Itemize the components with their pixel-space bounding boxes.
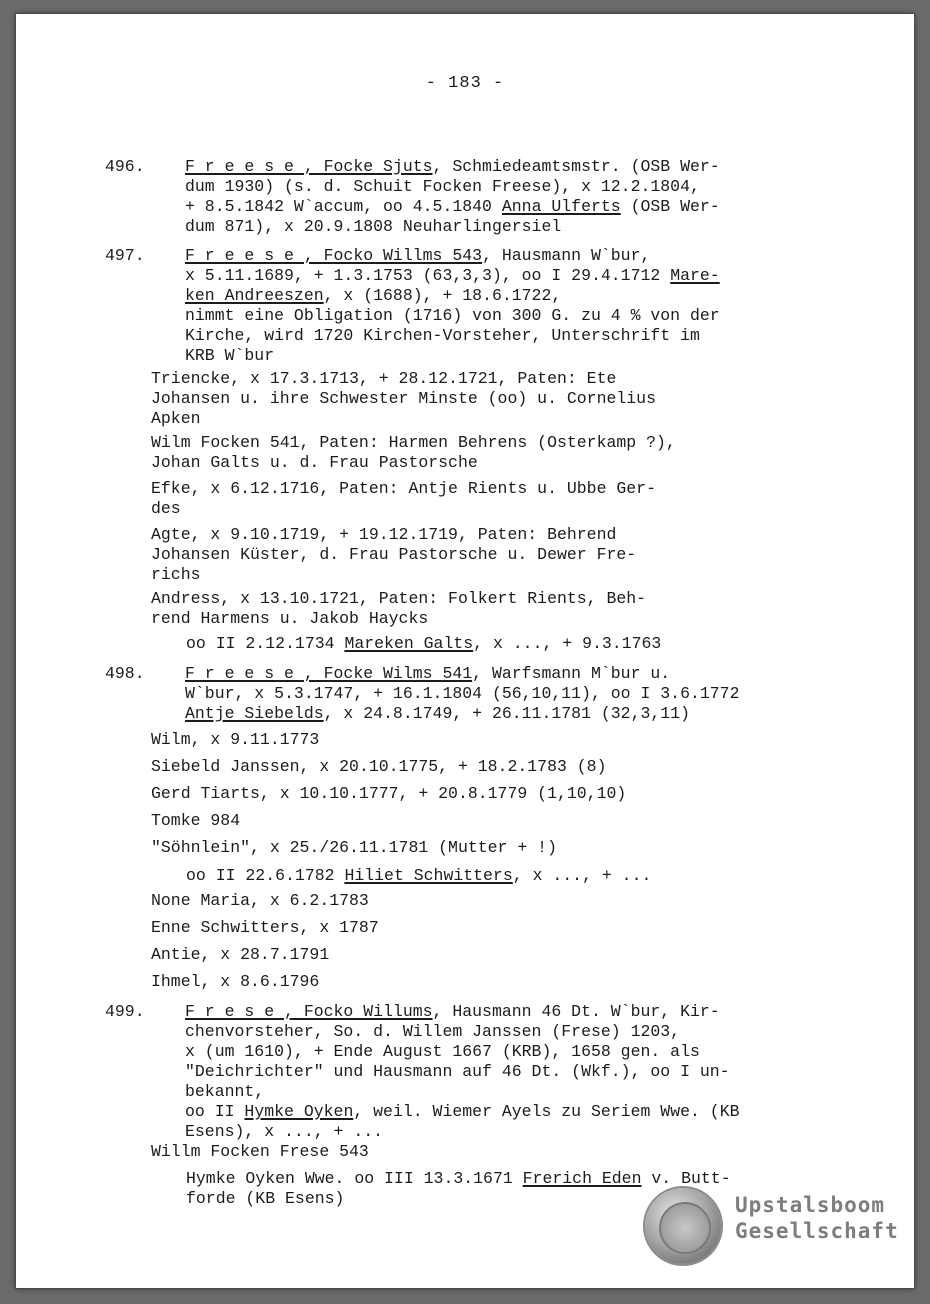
seal-icon	[645, 1188, 721, 1264]
spouse-name: Antje Siebelds	[185, 704, 324, 723]
entry-number: 498.	[105, 664, 145, 683]
logo-line-1: Upstalsboom	[735, 1193, 886, 1217]
logo-line-2: Gesellschaft	[735, 1219, 899, 1243]
child-list-item: Ihmel, x 8.6.1796	[151, 972, 320, 991]
person-name: F r e e s e , Focke Sjuts	[185, 157, 433, 176]
child-list-item: Gerd Tiarts, x 10.10.1777, + 20.8.1779 (1,10,10)	[151, 784, 627, 803]
page-number: - 183 -	[425, 74, 505, 93]
spouse-name: Frerich Eden	[522, 1169, 642, 1188]
spouse-name: Hymke Oyken	[244, 1102, 354, 1121]
spouse-name: Mareken Galts	[344, 634, 474, 653]
child-list-item: None Maria, x 6.2.1783	[151, 891, 369, 910]
child-list-item: Efke, x 6.12.1716, Paten: Antje Rients u. Ubbe Ger- des	[151, 479, 656, 518]
upstalsboom-logo	[645, 1188, 899, 1270]
child-list-item: Siebeld Janssen, x 20.10.1775, + 18.2.1783 (8)	[151, 757, 607, 776]
child-list-item: Agte, x 9.10.1719, + 19.12.1719, Paten: Behrend Johansen Küster, d. Frau Pastorsche u. Dewer Fre- richs	[151, 525, 637, 584]
spouse-name: ken Andreeszen	[185, 286, 324, 305]
widow-marriage: Hymke Oyken Wwe. oo III 13.3.1671 Frerich Eden v. Butt-	[186, 1169, 731, 1188]
child-list-item: Triencke, x 17.3.1713, + 28.12.1721, Paten: Ete Johansen u. ihre Schwester Minste (oo) u. Cornelius Apken	[151, 369, 656, 428]
widow-marriage-cont: forde (KB Esens)	[186, 1189, 345, 1208]
child-list-item: Tomke 984	[151, 811, 241, 830]
child-list-item: Andress, x 13.10.1721, Paten: Folkert Rients, Beh- rend Harmens u. Jakob Haycks	[151, 589, 647, 628]
spouse-name: Mare-	[670, 266, 720, 285]
person-name: F r e e s e , Focko Willms 543	[185, 246, 483, 265]
spouse-name: Anna Ulferts	[501, 197, 621, 216]
child-list-item: Enne Schwitters, x 1787	[151, 918, 379, 937]
entry-number: 497.	[105, 246, 145, 265]
entry-number: 499.	[105, 1002, 145, 1021]
child-list-item: Antie, x 28.7.1791	[151, 945, 330, 964]
second-marriage: oo II 22.6.1782 Hiliet Schwitters, x ..., + ...	[186, 866, 652, 885]
child-list-item: Wilm, x 9.11.1773	[151, 730, 320, 749]
second-marriage: oo II 2.12.1734 Mareken Galts, x ..., + 9.3.1763	[186, 634, 662, 653]
spouse-name: Hiliet Schwitters	[344, 866, 513, 885]
person-name: F r e e s e , Focke Wilms 541	[185, 664, 473, 683]
child-list-item: Willm Focken Frese 543	[151, 1142, 369, 1161]
entry-number: 496.	[105, 157, 145, 176]
child-list-item: Wilm Focken 541, Paten: Harmen Behrens (Osterkamp ?), Johan Galts u. d. Frau Pastorsche	[151, 433, 676, 472]
child-list-item: "Söhnlein", x 25./26.11.1781 (Mutter + !)	[151, 838, 557, 857]
person-name: F r e s e , Focko Willums	[185, 1002, 433, 1021]
document-page: - 183 - 496. F r e e s e , Focke Sjuts, Schmiedeamtsmstr. (OSB Wer- dum 1930) (s. d. Schuit Focken Freese), x 12.2.1804, + 8.5.1842 W`accum, oo 4.5.1840 Anna Ulferts (OSB Wer- dum 871), x 20.9.1808 Neuharlingersiel 497. F r e e s e , Focko Willms 543, Hausmann W`bur, x 5.11.1689, + 1.3.1753 (63,3,3), oo I 29.4.1712 Mare- ken Andreeszen, x (1688), + 18.6.1722, nimmt eine Obligation (1716) von 300 G. zu 4 % von der Kirche, wird 1720 Kirchen-Vorsteher, Unterschrift im KRB W`bur Triencke, x 17.3.1713, + 28.12.1721, Paten: Ete Johansen u. ihre Schwester Minste (oo) u. Cornelius Apken Wilm Focken 541, Paten: Harmen Behrens (Osterkamp ?), Johan Galts u. d. Frau Pastorsche Efke, x 6.12.1716, Paten: Antje Rients u. Ubbe Ger- des Agte, x 9.10.1719, + 19.12.1719, Paten: Behrend Johansen Küster, d. Frau Pastorsche u. Dewer Fre- richs Andress, x 13.10.1721, Paten: Folkert Rients, Beh- rend Harmens u. Jakob Haycks oo II 2.12.1734 Mareken Galts, x ..., + 9.3.1763 498. F r e e s e , Focke Wilms 541, Warfsmann M`bur u. W`bur, x 5.3.1747, + 16.1.1804 (56,10,11), oo I 3.6.1772 Antje Siebelds, x 24.8.1749, + 26.11.1781 (32,3,11) Wilm, x 9.11.1773 Siebeld Janssen, x 20.10.1775, + 18.2.1783 (8) Gerd Tiarts, x 10.10.1777, + 20.8.1779 (1,10,10) Tomke 984 "Söhnlein", x 25./26.11.1781 (Mutter + !) oo II 22.6.1782 Hiliet Schwitters, x ..., + ... None Maria, x 6.2.1783 Enne Schwitters, x 1787 Antie, x 28.7.1791 Ihmel, x 8.6.1796 499. F r e s e , Focko Willums, Hausmann 46 Dt. W`bur, Kir- chenvorsteher, So. d. Willem Janssen (Frese) 1203, x (um 1610), + Ende August 1667 (KRB), 1658 gen. als "Deichrichter" und Hausmann auf 46 Dt. (Wkf.), oo I un- bekannt, oo II Hymke Oyken, weil. Wiemer Ayels zu Seriem Wwe. (KB Esens), x ..., + ... Willm Focken Frese 543 Hymke Oyken Wwe. oo III 13.3.1671 Frerich Eden v. Butt- forde (KB Esens)	[16, 14, 914, 1288]
